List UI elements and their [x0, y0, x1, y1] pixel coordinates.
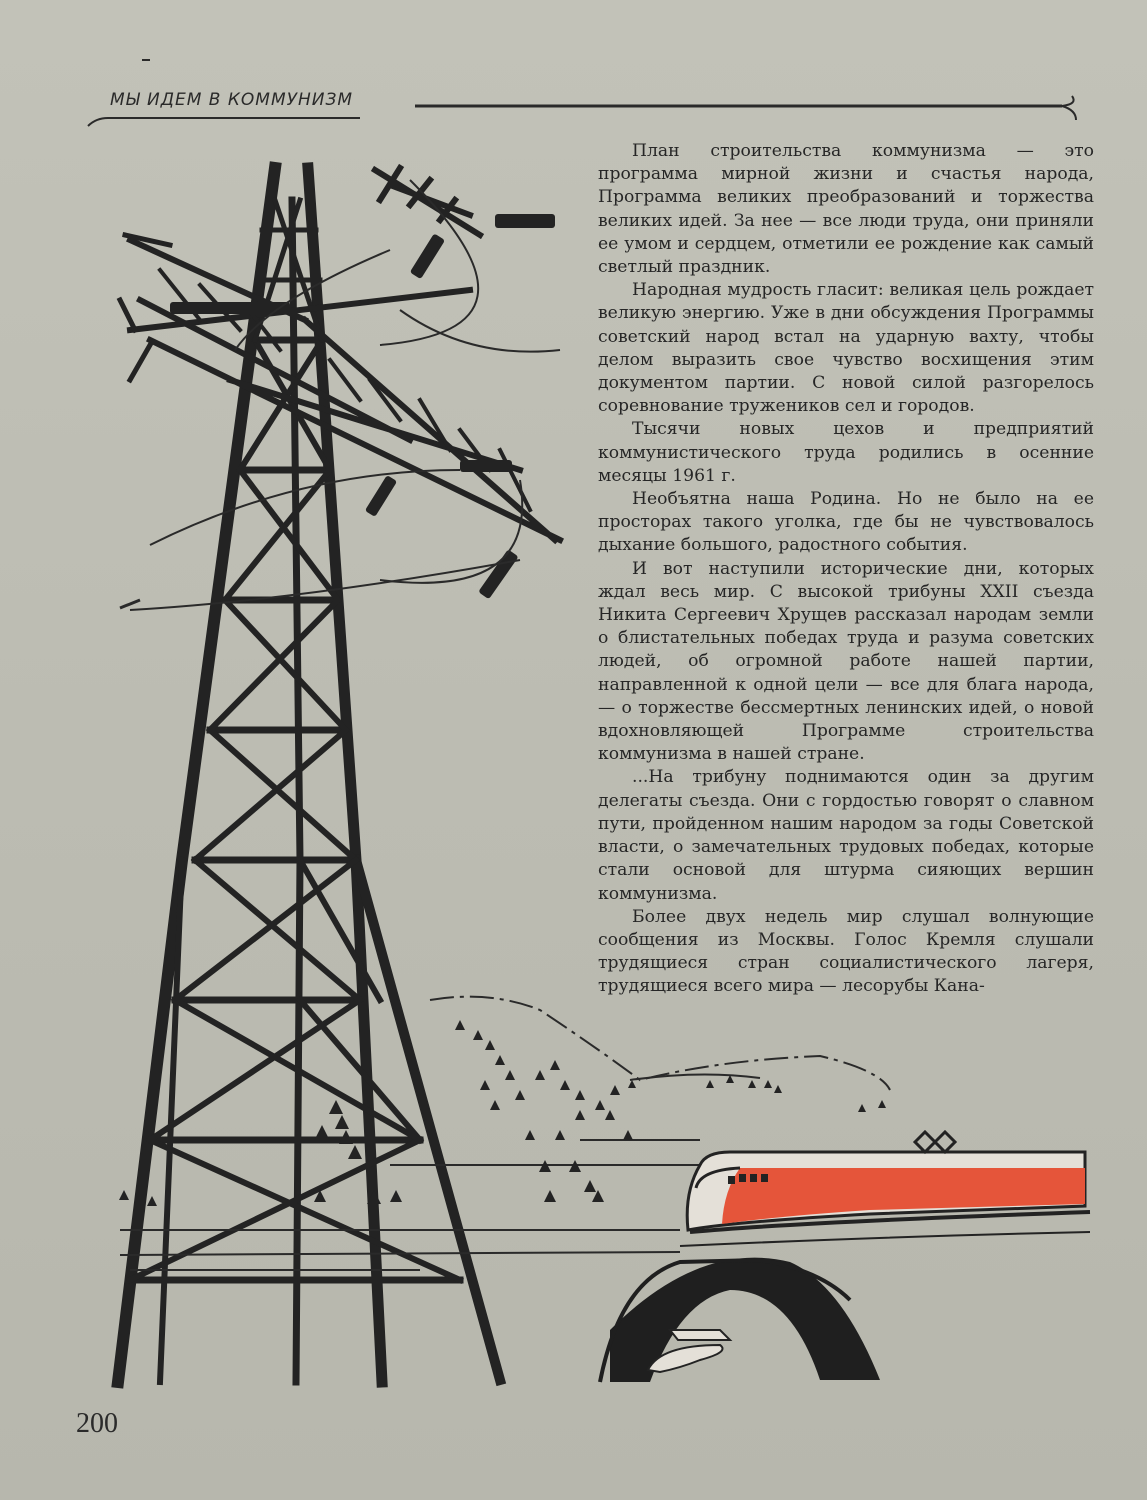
paragraph: ...На трибуну поднимаются один за другим делегаты съезда. Они с гордостью говорят о славном пути, пройденном нашим народом за годы Советской власти, о замечательных трудовых победах, которые стали основой для штурма сияющих вершин коммунизма. — [598, 767, 1094, 904]
train — [680, 1132, 1090, 1246]
power-lines — [120, 180, 560, 610]
paragraph: Народная мудрость гласит: великая цель рождает великую энергию. Уже в дни обсуждения Программы советский народ встал на ударную вахту, чтобы делом выразить свое чувство восхищения этим документом партии. С новой силой разгорелось соревнование тружеников сел и городов. — [598, 280, 1094, 417]
paragraph: Тысячи новых цехов и предприятий коммунистического труда родились в осенние месяцы 1961 г. — [598, 419, 1094, 486]
running-title: МЫ ИДЕМ В КОММУНИЗМ — [110, 90, 354, 110]
page-number: 200 — [76, 1408, 118, 1439]
paragraph: И вот наступили исторические дни, которых ждал весь мир. С высокой трибуны XXII съезда Никита Сергеевич Хрущев рассказал народам земли о блистательных победах труда и разума советских людей, об огромной работе нашей партии, направленной к одной цели — все для блага народа,— о торжестве бессмертных ленинских идей, о новой вдохновляющей Программе строительства коммунизма в нашей стране. — [598, 558, 1094, 765]
article-text — [598, 140, 1094, 999]
bridge — [600, 1258, 880, 1382]
paragraph: Более двух недель мир слушал волнующие сообщения из Москвы. Голос Кремля слушали трудящиеся стран социалистического лагеря, трудящиеся всего мира — лесорубы Кана- — [598, 906, 1094, 997]
paragraph: Необъятна наша Родина. Но не было на ее просторах такого уголка, где бы не чувствовалось дыхание большого, радостного события. — [598, 489, 1094, 556]
paragraph: План строительства коммунизма — это программа мирной жизни и счастья народа, Программа великих преобразований и торжества великих идей. За нее — все люди труда, они приняли ее умом и сердцем, отметили ее рождение как самый светлый праздник. — [598, 141, 1094, 278]
transmission-tower — [118, 168, 560, 1382]
